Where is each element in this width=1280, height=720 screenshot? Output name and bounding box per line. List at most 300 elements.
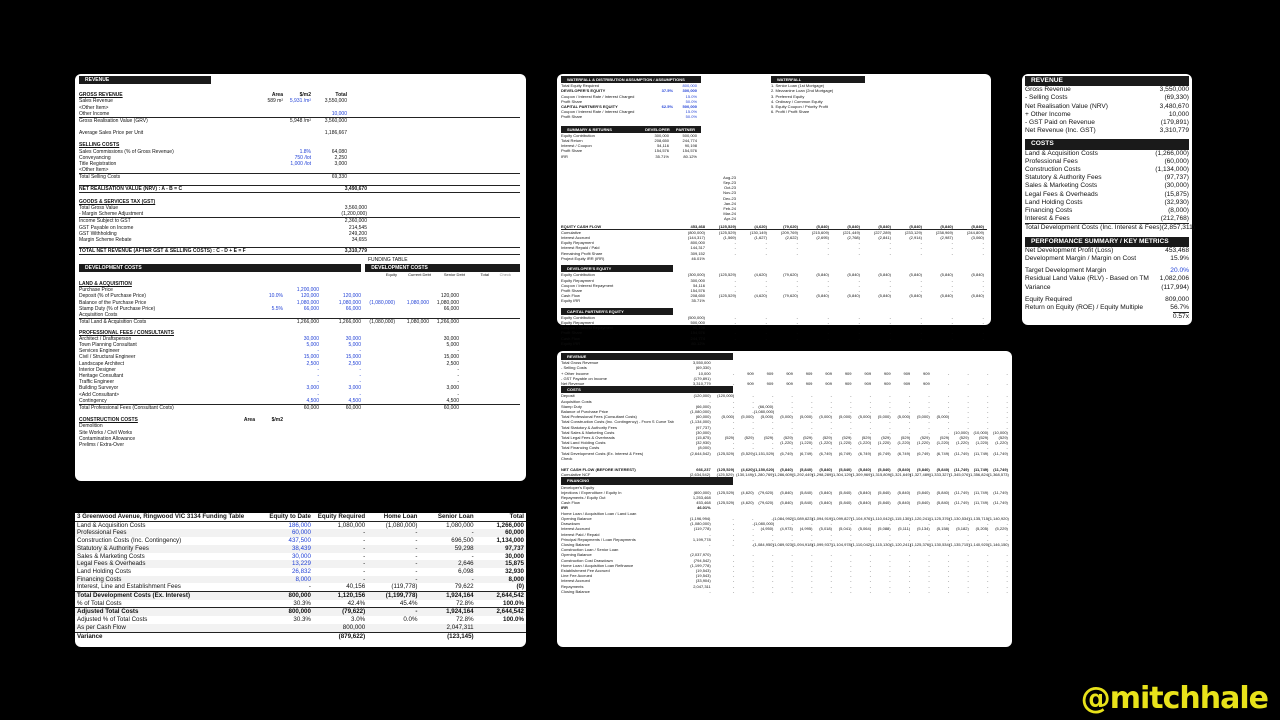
ft-row-equity-required: 1,120,156 (337, 592, 366, 600)
conveyancing-rate: 750 /lot (294, 154, 311, 161)
dev-equity-row-total: 54,116 (693, 282, 705, 288)
cashflow-total: (1,199,778) (690, 562, 711, 568)
funding-table-row (75, 568, 526, 576)
cashflow-value: (5,840) (877, 489, 891, 495)
ft-row-label: Land Holding Costs (77, 567, 132, 575)
cashflow-value: - (928, 424, 930, 430)
land-row-equity: 120,000 (342, 293, 361, 300)
cashflow-value: (1,094,918) (792, 541, 813, 547)
cap-equity-row-value: - (982, 314, 984, 320)
cashflow-value: - (830, 429, 832, 435)
month-label: Apr-24 (723, 216, 736, 222)
cashflow-value: - (811, 403, 813, 409)
summary-revenue-row-label: Net Revenue (Inc. GST) (1025, 127, 1096, 135)
waterfall-item: 3. Preferred Equity (771, 93, 805, 99)
cashflow-value: - (811, 398, 813, 404)
cashflow-value: - (752, 588, 754, 594)
cashflow-value: (5,000) (799, 414, 813, 420)
cap-equity-row-value: - (982, 335, 984, 341)
cashflow-value: (11,749) (954, 489, 969, 495)
assumptions-block (561, 76, 701, 159)
cashflow-value: (5,840) (936, 500, 950, 506)
cap-equity-row-label: Equity Repayment (561, 319, 594, 325)
cashflow-value: - (889, 552, 891, 558)
cashflow-value: (5,840) (780, 489, 793, 495)
equity-cashflow-row-total: (144,317) (687, 235, 705, 241)
waterfall-header: WATERFALL (771, 76, 865, 83)
cashflow-label: Line Fee Accrued (561, 573, 593, 579)
ft-row-equity-to-date: 30.3% (293, 599, 311, 607)
ft-row-label: Legal Fees & Overheads (77, 560, 146, 568)
cap-equity-row-value: - (734, 330, 736, 336)
dev-equity-row-total: 154,576 (690, 287, 705, 293)
cashflow-total: 2,047,311 (693, 583, 711, 589)
summary-revenue-row-value: (179,891) (1160, 119, 1189, 127)
ft-row-senior-loan: - (471, 529, 474, 537)
ft-row-total: 15,875 (505, 560, 524, 568)
total-net-rev-total: 3,310,779 (344, 248, 367, 255)
prof-row-total: 30,000 (303, 335, 319, 342)
cap-equity-row-value: - (796, 330, 798, 336)
total-selling-label: Total Selling Costs (79, 174, 121, 181)
cashflow-value: (4,950) (760, 526, 774, 532)
cashflow-value: - (908, 403, 911, 409)
cashflow-value: - (830, 573, 832, 579)
dev-equity-row-value: - (734, 287, 736, 293)
equity-cashflow-row-value: - (951, 240, 953, 246)
assumption-value: 800,000 (682, 83, 697, 89)
avg-sales-total: 1,186,667 (324, 130, 347, 137)
funding-table-row (75, 607, 526, 616)
ft-row-equity-to-date: 60,000 (291, 529, 311, 537)
grv-total: 3,560,000 (324, 118, 347, 125)
dev-equity-row-value: - (765, 277, 767, 283)
total-prof-row (79, 404, 520, 411)
summary-cost-row-label: Professional Fees (1025, 157, 1078, 165)
ft-row-senior-loan: 2,047,311 (446, 623, 474, 631)
equity-cashflow-row-value: (5,840) (816, 223, 829, 229)
cashflow-value: - (771, 562, 774, 568)
cashflow-value: - (928, 531, 930, 537)
cashflow-value: - (908, 429, 911, 435)
cashflow-label: Check (561, 455, 573, 461)
cashflow-value: - (791, 424, 793, 430)
cashflow-value: - (947, 424, 950, 430)
prof-row-label: <Add Consultant> (79, 391, 120, 398)
land-row-label: Acquisition Costs (79, 312, 118, 319)
cashflow-value: (5,840) (819, 489, 832, 495)
cashflow-section-header: FINANCING (561, 477, 733, 484)
construction-rows (79, 423, 520, 448)
cashflow-value: - (908, 531, 911, 537)
cashflow-value: - (967, 419, 969, 425)
assumption-row (561, 114, 701, 119)
cashflow-value: - (732, 552, 735, 558)
cashflow-value: (5,840) (819, 500, 832, 506)
ft-row-home-loan: - (415, 560, 418, 568)
cashflow-value: - (830, 398, 832, 404)
cashflow-value: - (791, 578, 793, 584)
cashflow-value: - (967, 578, 969, 584)
cashflow-value: - (908, 536, 911, 542)
equity-required-label: Equity Required (1025, 295, 1072, 303)
cashflow-value: - (869, 393, 872, 399)
summary-revenue-row-value: 3,310,779 (1159, 127, 1189, 135)
cashflow-value: - (811, 419, 813, 425)
funding-cols (371, 272, 520, 277)
cashflow-value: (5,840) (877, 500, 891, 506)
cashflow-value: (1,333,327) (929, 472, 951, 478)
ft-row-equity-required: 40,156 (346, 583, 366, 591)
funding-table-label: FUNDING TABLE (368, 257, 408, 264)
ft-row-senior-loan: - (471, 575, 474, 583)
cashflow-value: - (987, 521, 989, 527)
cashflow-value: - (869, 409, 872, 415)
cashflow-value: - (791, 552, 793, 558)
ft-row-equity-to-date: 30.3% (293, 616, 311, 624)
cashflow-value: - (732, 398, 735, 404)
funding-table-row (75, 529, 526, 537)
cashflow-value: - (830, 557, 832, 563)
summary-cost-row (1025, 223, 1195, 232)
summary-cost-row (1025, 150, 1189, 158)
month-label: Jan-24 (723, 200, 736, 206)
cashflow-total: (1,134,000) (690, 419, 711, 425)
equity-cashflow-row-value: - (734, 240, 736, 246)
summary-header-row (561, 126, 701, 133)
dev-equity-row-value: (5,840) (909, 272, 922, 278)
prof-row-funding-total: - (457, 379, 459, 386)
cashflow-label: Cash Flow (561, 500, 580, 506)
construction-col-rate: $/m2 (271, 417, 283, 424)
cashflow-value: (1,099,827) (831, 515, 853, 521)
land-row-total: 66,000 (303, 305, 319, 312)
cap-equity-row-total: 154,576 (690, 330, 705, 336)
cashflow-value: - (869, 445, 872, 451)
ft-row-equity-required: (879,622) (338, 632, 366, 640)
waterfall-item: 6. Profit / Profit Share (771, 109, 810, 115)
cashflow-value: - (791, 573, 793, 579)
cashflow-value: - (908, 588, 911, 594)
dev-equity-row-value: (79,620) (783, 293, 798, 299)
dev-equity-row-value: - (734, 282, 736, 288)
cashflow-value: (11,749) (993, 500, 1008, 506)
cashflow-value: - (928, 419, 930, 425)
cashflow-total: (32,930) (695, 440, 711, 446)
cashflow-value: (5,158) (936, 526, 950, 532)
ft-row-equity-to-date: 30,000 (291, 552, 311, 560)
cashflow-value: 909 (805, 370, 813, 376)
performance-row-value: 453,468 (1165, 246, 1189, 254)
cashflow-value: (5,229) (995, 526, 1008, 532)
cashflow-value: - (947, 521, 950, 527)
summary-cost-row (1025, 191, 1189, 199)
prof-row-funding-total: 4,500 (446, 397, 459, 404)
ft-col-senior-loan: Senior Loan (437, 513, 474, 520)
cashflow-value: (1,220) (897, 440, 911, 446)
equity-cashflow-row-value: (2,622) (785, 235, 798, 241)
waterfall-item: 2. Mezzanine Loan (2nd Mortgage) (771, 88, 834, 94)
cashflow-value: (1,345,076) (949, 472, 970, 478)
cashflow-value: - (967, 557, 969, 563)
month-label: Aug-23 (723, 174, 736, 180)
cashflow-value: - (752, 573, 754, 579)
cashflow-value: - (908, 578, 911, 584)
land-row-equity: 1,080,000 (338, 299, 361, 306)
cap-equity-row-label: Coupon / Interest Repayment (561, 325, 614, 331)
land-row-total: 1,080,000 (296, 299, 319, 306)
cashflow-value: (5,840) (799, 467, 813, 473)
assumption-label: CAPITAL PARTNER'S EQUITY (561, 104, 618, 110)
cashflow-value: - (850, 557, 852, 563)
cashflow-value: - (752, 557, 754, 563)
month-label: Sep-23 (723, 180, 736, 186)
cashflow-value: (4,620) (741, 467, 754, 473)
ft-row-home-loan: - (415, 567, 418, 575)
funding-table-row (75, 632, 526, 641)
income-gst-row (79, 217, 520, 224)
summary-partner: 154,576 (682, 148, 697, 154)
cashflow-total: 1,199,778 (692, 536, 711, 542)
gst-title: GOODS & SERVICES TAX (GST) (79, 198, 156, 205)
cashflow-total: 666,237 (696, 467, 711, 473)
cashflow-value: - (928, 536, 930, 542)
prof-row-total: 5,000 (306, 341, 319, 348)
cashflow-value: - (967, 409, 969, 415)
cashflow-value: - (928, 429, 930, 435)
variance-row (1025, 284, 1189, 292)
prof-row-label: Contingency (79, 397, 107, 404)
cashflow-value: - (987, 370, 989, 376)
cashflow-value: - (1006, 552, 1008, 558)
summary-revenue-row (1025, 119, 1189, 127)
dev-equity-row-value: - (796, 287, 798, 293)
equity-cashflow-row-value: - (858, 250, 860, 256)
cashflow-value: - (1006, 567, 1008, 573)
funding-table-row (75, 553, 526, 561)
summary-revenue-header: REVENUE (1025, 76, 1189, 86)
cashflow-value: - (889, 562, 891, 568)
cashflow-value: - (771, 445, 774, 451)
cashflow-value: (529) (783, 435, 793, 441)
dev-equity-row-value: (5,840) (971, 272, 984, 278)
cashflow-total: (1,080,000) (690, 521, 711, 527)
cashflow-value: (5,840) (838, 500, 852, 506)
cashflow-value: (5,840) (936, 489, 950, 495)
equity-cashflow-row-value: - (827, 250, 829, 256)
cashflow-label: Total Gross Revenue (561, 360, 599, 366)
cashflow-value: - (811, 536, 813, 542)
cashflow-value: - (732, 381, 735, 387)
summary-cost-row-value: (2,857,311) (1161, 224, 1195, 232)
total-net-rev-row (79, 247, 520, 255)
cashflow-value: - (987, 562, 989, 568)
equity-cashflow-row-label: Interest Accrued (561, 235, 590, 241)
waterfall-item: 1. Senior Loan (1st Mortgage) (771, 83, 825, 89)
cashflow-value: - (830, 445, 832, 451)
cashflow-value: - (752, 398, 754, 404)
prof-row-total: - (317, 379, 319, 386)
summary-cost-row-label: Total Development Costs (Inc. Interest & Fees) (1025, 224, 1162, 232)
cashflow-value: - (752, 403, 754, 409)
cashflow-value: (5,840) (897, 489, 911, 495)
cashflow-value: - (752, 393, 754, 399)
cashflow-value: - (889, 531, 891, 537)
cashflow-value: - (752, 531, 754, 537)
fund-col-senior-debt: Senior Debt (443, 271, 465, 277)
dev-equity-header: DEVELOPER'S EQUITY (561, 265, 673, 272)
equity-cashflow-row-value: - (796, 250, 798, 256)
cashflow-sheet (557, 351, 1012, 647)
cashflow-value: - (752, 409, 754, 415)
cashflow-value: - (1006, 403, 1008, 409)
cashflow-value: (1,220) (917, 440, 930, 446)
dev-equity-row-value: - (982, 277, 984, 283)
cashflow-value: (1,150,620) (753, 467, 775, 473)
cashflow-value: - (752, 578, 754, 584)
sales-area: 589 m² (267, 98, 283, 105)
cashflow-value: (5,000) (897, 414, 911, 420)
summary-partner: 500,000 (682, 132, 697, 138)
cashflow-value: - (869, 403, 872, 409)
cashflow-value: - (967, 583, 969, 589)
cashflow-value: - (1006, 521, 1008, 527)
total-prof-total: 60,000 (303, 404, 319, 411)
cashflow-value: - (908, 583, 911, 589)
cashflow-value: - (771, 515, 773, 521)
cashflow-value: - (791, 419, 793, 425)
dev-equity-row-value: - (982, 287, 984, 293)
cashflow-label: Construction Loan / Senior Loan (561, 547, 619, 553)
cashflow-value: (1,304,129) (831, 472, 853, 478)
conveyancing-total: 2,250 (334, 154, 347, 161)
prof-rows (79, 336, 520, 404)
summary-label: Profit Share (561, 148, 583, 154)
dev-equity-row-value: - (951, 282, 953, 288)
cashflow-value: - (771, 531, 774, 537)
cashflow-value: - (947, 429, 950, 435)
cashflow-value: (5,000) (858, 414, 872, 420)
prof-row-total: - (317, 372, 319, 379)
dev-equity-row-value: (5,840) (816, 293, 829, 299)
cashflow-value: - (947, 531, 950, 537)
cashflow-value: - (732, 583, 735, 589)
grv-rate: 5,948 /m² (289, 118, 311, 125)
cashflow-total: - (708, 541, 711, 547)
construction-title: CONSTRUCTION COSTS (79, 417, 138, 424)
prof-row-equity: - (359, 379, 361, 386)
summary-cost-row-value: (15,875) (1164, 190, 1189, 198)
dev-costs-header: DEVELOPMENT COSTS (79, 264, 361, 272)
cashflow-value: - (869, 557, 872, 563)
col-area: Area (271, 92, 283, 99)
land-row-funding-total: 1,080,000 (436, 299, 459, 306)
income-gst-label: Income Subject to GST (79, 218, 131, 225)
cap-equity-row-value: - (951, 325, 953, 331)
rlv-value: 1,082,006 (1159, 275, 1189, 283)
cashflow-value: - (947, 403, 950, 409)
cashflow-value: 909 (903, 381, 911, 387)
equity-cashflow-row-label: Equity Repayment (561, 240, 594, 246)
cashflow-value: (5,840) (858, 500, 872, 506)
cashflow-value: (4,973) (780, 526, 793, 532)
land-rows (79, 287, 520, 318)
cashflow-value: - (967, 588, 969, 594)
tgv-total: 3,560,000 (344, 205, 367, 212)
cashflow-value: - (732, 440, 735, 446)
cashflow-value: - (732, 567, 735, 573)
cashflow-value: - (967, 521, 969, 527)
prof-row-total: - (317, 366, 319, 373)
cashflow-value: - (771, 429, 774, 435)
cashflow-total: (2,634,542) (689, 472, 711, 478)
summary-revenue-row-label: Net Realisation Value (NRV) (1025, 102, 1108, 110)
dev-equity-row-value: - (951, 287, 953, 293)
cashflow-label: Stamp Duty (561, 403, 582, 409)
cashflow-value: (5,840) (838, 467, 852, 473)
cashflow-value: - (752, 429, 754, 435)
equity-cashflow-row-total: 800,000 (690, 240, 705, 246)
ft-row-equity-required: - (363, 552, 366, 560)
cashflow-value: - (967, 393, 969, 399)
equity-cashflow-row-label: Cumulative (561, 229, 582, 235)
cashflow-value: - (928, 521, 930, 527)
cashflow-value: (1,130,534) (949, 515, 970, 521)
cashflow-label: Interest Paid / Repaid (561, 531, 600, 537)
cap-equity-row-value: - (827, 325, 829, 331)
cashflow-label: Establishment Fee Accrued (561, 567, 610, 573)
cashflow-value: (10,000) (973, 429, 989, 435)
prof-row-label: Heritage Consultant (79, 372, 124, 379)
cashflow-value: (5,840) (799, 500, 813, 506)
land-row-funding-total: 66,000 (443, 305, 459, 312)
waterfall-assumptions-header: WATERFALL & DISTRIBUTION ASSUMPTION / ASSUMPTIONS (561, 76, 701, 83)
funding-table-row (75, 576, 526, 584)
land-row-label: Purchase Price (79, 287, 113, 294)
waterfall-items (771, 83, 865, 114)
cashflow-value: (1,298,289) (812, 472, 833, 478)
cashflow-value: - (947, 573, 950, 579)
cashflow-value: (529) (920, 435, 930, 441)
cashflow-value: - (987, 552, 989, 558)
equity-cashflow-row-total: 309,152 (690, 250, 705, 256)
cashflow-value: - (830, 393, 832, 399)
watermark-handle: @mitchhale (1080, 681, 1268, 716)
ft-row-equity-to-date: 38,439 (291, 544, 311, 552)
ft-row-senior-loan: 72.8% (456, 616, 474, 624)
cashflow-value: - (811, 424, 813, 430)
cashflow-value: (1,327,489) (910, 472, 931, 478)
equity-cashflow-row-value: (221,449) (842, 229, 860, 235)
cashflow-value: (5,840) (819, 467, 832, 473)
cashflow-value: - (732, 445, 735, 451)
cashflow-value: - (1006, 409, 1008, 415)
cap-equity-row-value: - (827, 314, 829, 320)
cashflow-value: - (889, 429, 891, 435)
equity-cashflow-row-value: - (827, 245, 829, 251)
funding-table-row (75, 616, 526, 624)
cashflow-value: (529) (939, 435, 950, 441)
multiple-row (1025, 312, 1189, 321)
cashflow-label: NET CASH FLOW (BEFORE INTEREST) (561, 467, 636, 473)
cashflow-value: (1,110,042) (851, 541, 872, 547)
cashflow-value: 909 (864, 381, 872, 387)
land-row-total: 1,200,000 (296, 287, 319, 294)
cashflow-value: - (869, 562, 872, 568)
cashflow-value: (1,094,919) (812, 515, 833, 521)
margin-adj-total: (1,200,000) (341, 211, 367, 218)
ft-col-equity-to-date: Equity to Date (269, 513, 311, 520)
